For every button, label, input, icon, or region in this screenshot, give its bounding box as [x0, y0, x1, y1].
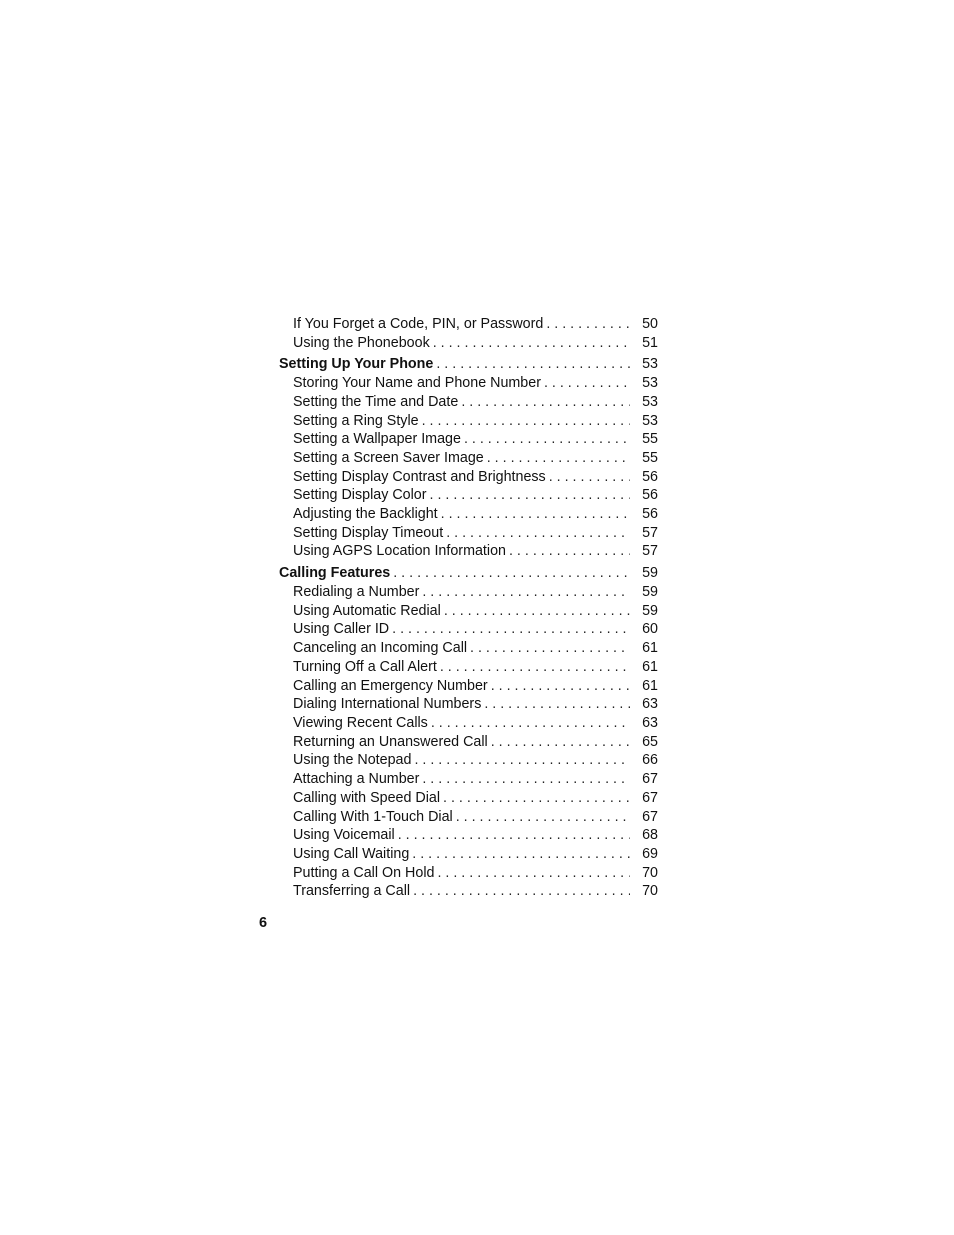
toc-entry: [293, 826, 658, 844]
toc-entry: [293, 505, 658, 523]
dot-leader: [433, 334, 630, 352]
toc-entry-title: Using Caller ID: [293, 621, 390, 637]
dot-leader: [509, 542, 630, 560]
toc-entry-page: 66: [642, 752, 658, 768]
dot-leader: [440, 658, 630, 676]
toc-entry-title: Canceling an Incoming Call: [293, 640, 468, 656]
toc-entry-title: Using AGPS Location Information: [293, 543, 506, 559]
toc-entry-title: Putting a Call On Hold: [293, 865, 435, 881]
toc-entry: [293, 374, 658, 392]
toc-entry-page: 60: [642, 621, 658, 637]
toc-entry: [293, 658, 658, 676]
toc-entry: [293, 334, 658, 352]
toc-entry: [293, 882, 658, 900]
toc-entry-title: Calling with Speed Dial: [293, 790, 441, 806]
toc-entry-title: Viewing Recent Calls: [293, 715, 428, 731]
toc-entry: [293, 468, 658, 486]
toc-entry: [293, 486, 658, 504]
dot-leader: [437, 864, 630, 882]
dot-leader: [491, 677, 630, 695]
toc-entry-title: Using the Notepad: [293, 752, 412, 768]
toc-entry-title: Setting Display Timeout: [293, 525, 444, 541]
toc-entry-page: 65: [642, 734, 658, 750]
toc-entry-page: 70: [642, 883, 658, 899]
toc-entry-page: 51: [642, 335, 658, 351]
toc-entry-page: 53: [642, 394, 658, 410]
dot-leader: [484, 695, 630, 713]
toc-entry: [293, 714, 658, 732]
dot-leader: [544, 374, 630, 392]
dot-leader: [393, 564, 630, 582]
toc-entry: [293, 602, 658, 620]
toc-entry-page: 56: [642, 487, 658, 503]
toc-entry-page: 59: [642, 565, 658, 581]
toc-entry: [293, 751, 658, 769]
dot-leader: [422, 412, 630, 430]
dot-leader: [412, 845, 630, 863]
toc-entry-page: 67: [642, 809, 658, 825]
toc-entry-page: 67: [642, 771, 658, 787]
dot-leader: [546, 315, 630, 333]
toc-entry-title: Attaching a Number: [293, 771, 420, 787]
toc-entry-title: Setting the Time and Date: [293, 394, 459, 410]
toc-entry-title: Setting Display Color: [293, 487, 427, 503]
toc-entry-page: 53: [642, 375, 658, 391]
toc-entry-page: 68: [642, 827, 658, 843]
toc-entry-page: 59: [642, 584, 658, 600]
toc-entry: [293, 864, 658, 882]
toc-entry-title: Using Call Waiting: [293, 846, 410, 862]
toc-entry-page: 50: [642, 316, 658, 332]
toc-entry-page: 67: [642, 790, 658, 806]
toc-entry-title: Setting Display Contrast and Brightness: [293, 469, 546, 485]
toc-entry: [293, 449, 658, 467]
toc-entry-title: Using the Phonebook: [293, 335, 430, 351]
toc-entry-page: 61: [642, 659, 658, 675]
dot-leader: [487, 449, 630, 467]
toc-entry-page: 63: [642, 696, 658, 712]
toc-entry: [293, 542, 658, 560]
toc-entry-title: Using Voicemail: [293, 827, 395, 843]
dot-leader: [422, 770, 630, 788]
dot-leader: [470, 639, 630, 657]
dot-leader: [456, 808, 630, 826]
toc-entry-page: 59: [642, 603, 658, 619]
toc-entry-page: 63: [642, 715, 658, 731]
toc-entry-page: 70: [642, 865, 658, 881]
toc-entry: [293, 789, 658, 807]
toc-entry: [293, 639, 658, 657]
toc-entry: [293, 770, 658, 788]
dot-leader: [398, 826, 630, 844]
toc-entry-title: Dialing International Numbers: [293, 696, 482, 712]
toc-entry-title: Transferring a Call: [293, 883, 411, 899]
toc-section-title: Calling Features: [279, 565, 391, 581]
dot-leader: [413, 882, 630, 900]
toc-entry: [293, 620, 658, 638]
toc-entry-page: 69: [642, 846, 658, 862]
toc-entry-title: Redialing a Number: [293, 584, 420, 600]
toc-entry-title: Returning an Unanswered Call: [293, 734, 488, 750]
toc-entry-page: 57: [642, 525, 658, 541]
toc-entry-page: 61: [642, 678, 658, 694]
toc-entry-title: Calling an Emergency Number: [293, 678, 488, 694]
dot-leader: [414, 751, 630, 769]
toc-entry-page: 53: [642, 356, 658, 372]
toc-entry: [293, 583, 658, 601]
toc-entry-title: Setting a Screen Saver Image: [293, 450, 484, 466]
toc-entry: [293, 524, 658, 542]
dot-leader: [443, 789, 630, 807]
toc-entry-title: Using Automatic Redial: [293, 603, 441, 619]
toc-section-title: Setting Up Your Phone: [279, 356, 434, 372]
toc-entry: [293, 695, 658, 713]
toc-entry-page: 56: [642, 469, 658, 485]
toc-entry-title: Adjusting the Backlight: [293, 506, 438, 522]
toc-entry-page: 57: [642, 543, 658, 559]
dot-leader: [444, 602, 630, 620]
dot-leader: [436, 355, 630, 373]
toc-entry: [293, 412, 658, 430]
toc-entry: [293, 393, 658, 411]
toc-entry-title: Calling With 1-Touch Dial: [293, 809, 453, 825]
dot-leader: [464, 430, 630, 448]
dot-leader: [430, 486, 631, 504]
toc-section-heading: [279, 355, 658, 373]
dot-leader: [446, 524, 630, 542]
dot-leader: [422, 583, 630, 601]
dot-leader: [549, 468, 630, 486]
toc-entry: [293, 315, 658, 333]
toc-entry: [293, 430, 658, 448]
toc-entry-title: If You Forget a Code, PIN, or Password: [293, 316, 544, 332]
dot-leader: [431, 714, 630, 732]
dot-leader: [441, 505, 630, 523]
dot-leader: [491, 733, 630, 751]
toc-entry: [293, 845, 658, 863]
toc-entry: [293, 733, 658, 751]
toc-entry-title: Storing Your Name and Phone Number: [293, 375, 541, 391]
toc-entry-title: Setting a Ring Style: [293, 413, 419, 429]
toc-entry: [293, 677, 658, 695]
toc-section-heading: [279, 564, 658, 582]
dot-leader: [392, 620, 630, 638]
toc-entry-page: 55: [642, 431, 658, 447]
dot-leader: [461, 393, 630, 411]
page-number: 6: [259, 915, 268, 931]
toc-entry-page: 61: [642, 640, 658, 656]
toc-entry-page: 55: [642, 450, 658, 466]
toc-entry-title: Setting a Wallpaper Image: [293, 431, 461, 447]
toc-entry-page: 56: [642, 506, 658, 522]
toc-entry-title: Turning Off a Call Alert: [293, 659, 437, 675]
toc-entry: [293, 808, 658, 826]
toc-entry-page: 53: [642, 413, 658, 429]
